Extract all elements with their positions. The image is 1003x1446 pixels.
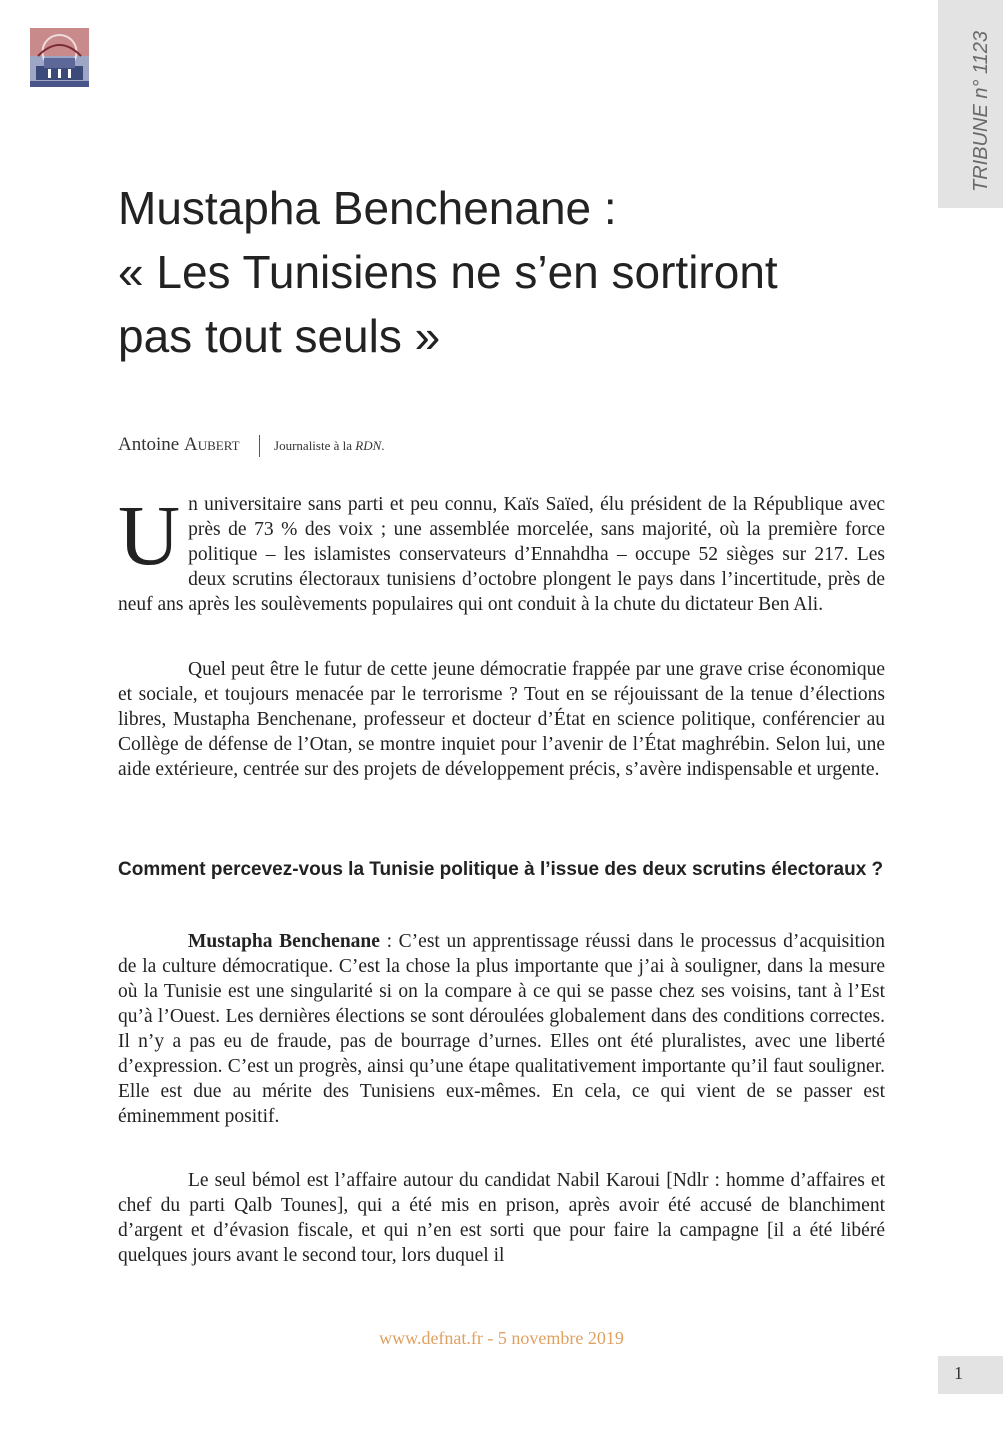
title-line: pas tout seuls » — [118, 310, 441, 362]
answer-paragraph — [118, 929, 885, 1129]
intro-paragraph — [118, 487, 885, 617]
author-role-suffix: . — [381, 438, 385, 453]
title-line: Mustapha Benchenane : — [118, 182, 617, 234]
author-role — [274, 438, 384, 453]
byline-divider — [259, 435, 260, 457]
question-heading: Comment percevez-vous la Tunisie politique à l’issue des deux scrutins électoraux ? — [118, 859, 884, 880]
rdn-logo — [30, 28, 89, 87]
tribune-label: TRIBUNE n° 1123 — [970, 30, 992, 192]
page-number-tab — [938, 1356, 1003, 1394]
drop-cap: U — [118, 487, 181, 583]
article-title — [118, 176, 778, 368]
author-last-name: Aubert — [183, 434, 240, 455]
byline — [118, 434, 385, 457]
intro-text: n universitaire sans parti et peu connu, Kaïs Saïed, élu président de la République avec près de 73 % des voix ; une assemblée morcelée, sans majorité, où la première force politique – les islamistes conservateurs d’Ennahdha – occupe 52 sièges sur 217. Les deux scrutins électoraux tunisiens d’octobre plongent le pays dans l’incertitude, près de neuf ans après les soulèvements populaires qui ont conduit à la chute du dictateur Ben Ali. — [118, 494, 885, 615]
title-line: « Les Tunisiens ne s’en sortiront — [118, 246, 778, 298]
answer-speaker: Mustapha Benchenane — [188, 931, 380, 952]
author-first-name: Antoine — [118, 434, 180, 455]
tribune-tab — [938, 0, 1003, 208]
footer-url-date: www.defnat.fr - 5 novembre 2019 — [379, 1328, 624, 1348]
answer-text: : C’est un apprentissage réussi dans le processus d’acquisition de la culture démocratique. C’est la chose la plus importante que j’ai à souligner, dans la mesure où la Tunisie est une singularité si on la compare à ce qui se passe chez ses voisins, tant à l’Est qu’à l’Ouest. Les dernières élections se sont déroulées globalement dans des conditions correctes. Il n’y a pas eu de fraude, pas de bourrage d’urnes. Elles ont été pluralistes, avec une liberté d’expression. C’est un progrès, ainsi qu’une étape qualitativement importante qu’il faut souligner. Elle est due au mérite des Tunisiens eux-mêmes. En cela, ce qui vient de se passer est éminemment positif. — [118, 931, 885, 1127]
author-role-prefix: Journaliste à la — [274, 438, 353, 453]
answer-paragraph-2: Le seul bémol est l’affaire autour du candidat Nabil Karoui [Ndlr : homme d’affaires et chef du parti Qalb Tounes], qui a été mis en prison, après avoir été accusé de blanchiment d’argent et d’évasion fiscale, et qui n’en est sorti que pour faire la campagne [il a été libéré quelques jours avant le second tour, lors duquel il — [118, 1170, 885, 1266]
author-role-publication: RDN — [355, 438, 382, 453]
intro-paragraph-2: Quel peut être le futur de cette jeune démocratie frappée par une grave crise économique et sociale, et toujours menacée par le terrorisme ? Tout en se réjouissant de la tenue d’élections libres, Mustapha Benchenane, professeur et docteur d’État en science politique, conférencier au Collège de défense de l’Otan, se montre inquiet pour l’avenir de l’État maghrébin. Selon lui, une aide extérieure, centrée sur des projets de développement précis, s’avère indispensable et urgente. — [118, 659, 885, 780]
page-number: 1 — [954, 1363, 963, 1383]
